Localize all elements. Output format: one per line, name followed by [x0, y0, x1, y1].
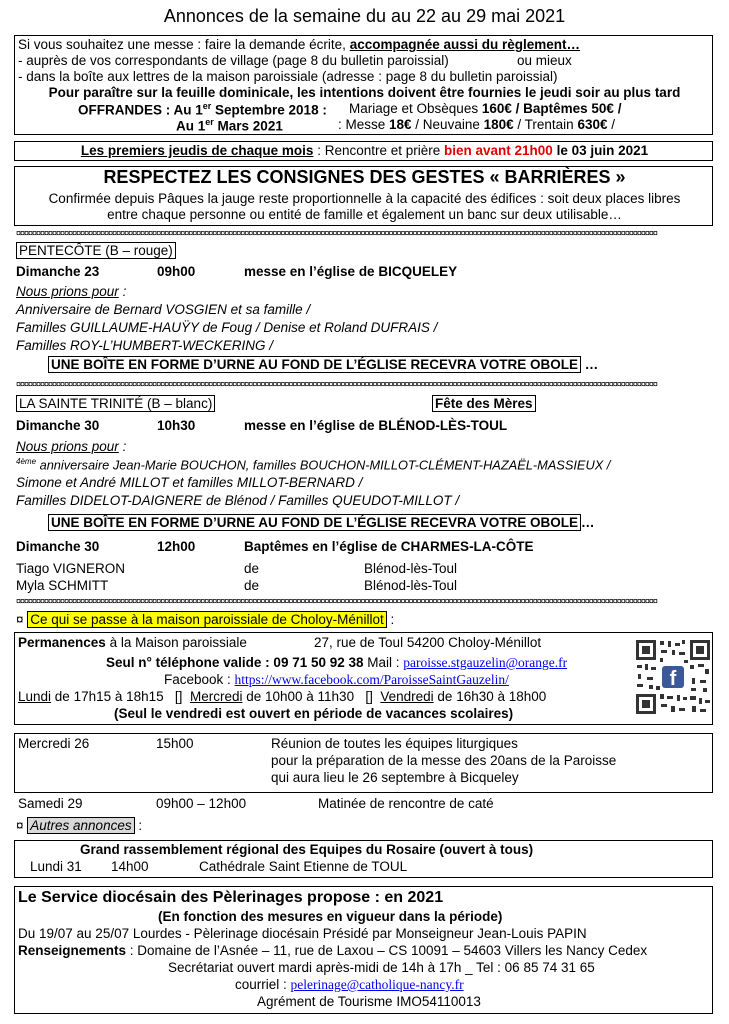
pentecote-intention-3: Familles ROY-L’HUMBERT-WECKERING / [16, 338, 274, 353]
courriel-line: courriel : pelerinage@catholique-nancy.fr [235, 977, 464, 992]
vacances-note: (Seul le vendredi est ouvert en période de vacances scolaires) [114, 706, 514, 721]
offrandes-line-2: Au 1er Mars 2021 [176, 117, 283, 134]
courriel-link[interactable]: pelerinage@catholique-nancy.fr [290, 977, 464, 992]
facebook-link[interactable]: https://www.facebook.com/ParoisseSaintGauzelin/ [234, 672, 509, 687]
telephone-line: Seul n° téléphone valide : 09 71 50 92 38 Mail : paroisse.stgauzelin@orange.fr [106, 655, 568, 670]
messe-line-4: Pour paraître sur la feuille dominicale, les intentions doivent être fournies le jeudi soir au plus tard [48, 85, 681, 100]
consignes-line-2: entre chaque personne ou entité de famille et également un banc sur deux utilisable… [107, 207, 622, 222]
qr-code-icon [634, 638, 712, 716]
secretariat-line: Secrétariat ouvert mardi après-midi de 14h à 17h _ Tel : 06 85 74 31 65 [168, 960, 595, 975]
pentecote-day: Dimanche 23 [16, 264, 100, 279]
rosaire-place: Cathédrale Saint Etienne de TOUL [199, 859, 408, 874]
mercredi26-day: Mercredi 26 [18, 736, 90, 751]
pelerinages-title: Le Service diocésain des Pèlerinages propose : en 2021 [18, 889, 444, 906]
pentecote-intention-1: Anniversaire de Bernard VOSGIEN et sa famille / [16, 302, 311, 317]
rosaire-time: 14h00 [111, 859, 149, 874]
permanences-adresse: 27, rue de Toul 54200 Choloy-Ménillot [314, 635, 542, 650]
offrandes-line-2-prices: : Messe 18€ / Neuvaine 180€ / Trentain 630€ / [338, 117, 615, 132]
trinite-prions: Nous prions pour : [16, 439, 127, 454]
bapteme-name: Myla SCHMITT [16, 578, 109, 593]
horaires-line: Lundi de 17h15 à 18h15 [] Mercredi de 10h00 à 11h30 [] Vendredi de 16h30 à 18h00 [18, 689, 547, 704]
separator: ¤¤¤¤¤¤¤¤¤¤¤¤¤¤¤¤¤¤¤¤¤¤¤¤¤¤¤¤¤¤¤¤¤¤¤¤¤¤¤¤¤¤¤¤¤¤¤¤¤¤¤¤¤¤¤¤¤¤¤¤¤¤¤¤¤¤¤¤¤¤¤¤¤¤¤¤¤¤¤¤¤¤¤¤¤¤¤¤¤¤¤¤¤¤¤¤¤¤¤¤¤¤¤¤¤¤¤¤¤¤¤¤¤¤¤¤¤¤¤¤¤¤¤¤¤¤¤¤¤¤¤¤¤¤¤¤¤¤¤¤¤¤¤¤¤¤¤¤¤¤¤¤¤¤¤¤¤¤¤¤ [16, 381, 657, 387]
messe-line-2b: ou mieux [517, 53, 572, 68]
bapteme-de: de [244, 578, 260, 593]
bapteme-place: Blénod-lès-Toul [364, 578, 458, 593]
jeudis-line: Les premiers jeudis de chaque mois : Rencontre et prière bien avant 21h00 le 03 juin 2021 [80, 143, 649, 158]
mail-link[interactable]: paroisse.stgauzelin@orange.fr [403, 655, 568, 670]
urne-notice-2: UNE BOÎTE EN FORME D’URNE AU FOND DE L’ÉGLISE RECEVRA VOTRE OBOLE … [48, 515, 595, 530]
bapteme-place: Blénod-lès-Toul [364, 561, 458, 576]
facebook-line: Facebook : https://www.facebook.com/ParoisseSaintGauzelin/ [164, 672, 509, 687]
messe-line-2: - auprès de vos correspondants de village (page 8 du bulletin paroissial) [18, 53, 449, 68]
pentecote-intention-2: Familles GUILLAUME-HAUŸY de Foug / Denise et Roland DUFRAIS / [16, 320, 438, 335]
offrandes-line-1-prices: Mariage et Obsèques 160€ / Baptêmes 50€ / [349, 101, 622, 116]
baptemes-time: 12h00 [157, 539, 196, 554]
trinite-intention-2: Simone et André MILLOT et familles MILLOT-BERNARD / [16, 475, 363, 490]
pentecote-time: 09h00 [157, 264, 196, 279]
bapteme-de: de [244, 561, 260, 576]
trinite-intention-1: $^{4ème}$ anniversaire Jean-Marie BOUCHON, familles BOUCHON-MILLOT-CLÉMENT-HAZAËL-MASSIEUX / [16, 457, 611, 473]
mercredi26-line-2: pour la préparation de la messe des 20ans de la Paroisse [271, 753, 617, 768]
mercredi26-line-1: Réunion de toutes les équipes liturgiques [271, 736, 518, 751]
renseignements-line: Renseignements : Domaine de l’Asnée – 11, rue de Laxou – CS 10091 – 54603 Villers les Nancy Cedex [18, 943, 648, 958]
agrement-line: Agrément de Tourisme IMO54110013 [257, 994, 481, 1009]
separator: ¤¤¤¤¤¤¤¤¤¤¤¤¤¤¤¤¤¤¤¤¤¤¤¤¤¤¤¤¤¤¤¤¤¤¤¤¤¤¤¤¤¤¤¤¤¤¤¤¤¤¤¤¤¤¤¤¤¤¤¤¤¤¤¤¤¤¤¤¤¤¤¤¤¤¤¤¤¤¤¤¤¤¤¤¤¤¤¤¤¤¤¤¤¤¤¤¤¤¤¤¤¤¤¤¤¤¤¤¤¤¤¤¤¤¤¤¤¤¤¤¤¤¤¤¤¤¤¤¤¤¤¤¤¤¤¤¤¤¤¤¤¤¤¤¤¤¤¤¤¤¤¤¤¤¤¤¤¤¤¤ [16, 230, 657, 236]
separator: ¤¤¤¤¤¤¤¤¤¤¤¤¤¤¤¤¤¤¤¤¤¤¤¤¤¤¤¤¤¤¤¤¤¤¤¤¤¤¤¤¤¤¤¤¤¤¤¤¤¤¤¤¤¤¤¤¤¤¤¤¤¤¤¤¤¤¤¤¤¤¤¤¤¤¤¤¤¤¤¤¤¤¤¤¤¤¤¤¤¤¤¤¤¤¤¤¤¤¤¤¤¤¤¤¤¤¤¤¤¤¤¤¤¤¤¤¤¤¤¤¤¤¤¤¤¤¤¤¤¤¤¤¤¤¤¤¤¤¤¤¤¤¤¤¤¤¤¤¤¤¤¤¤¤¤¤¤¤¤¤ [16, 598, 657, 604]
page-title: Annonces de la semaine du au 22 au 29 mai 2021 [163, 6, 566, 26]
baptemes-event: Baptêmes en l’église de CHARMES-LA-CÔTE [244, 539, 534, 554]
svg-text:f: f [669, 668, 677, 690]
samedi29-event: Matinée de rencontre de caté [318, 796, 494, 811]
trinite-intention-3: Familles DIDELOT-DAIGNERE de Blénod / Familles QUEUDOT-MILLOT / [16, 493, 460, 508]
pentecote-label: PENTECÔTE (B – rouge) [16, 242, 176, 259]
pelerinages-subtitle: (En fonction des mesures en vigueur dans la période) [158, 909, 503, 924]
pentecote-event: messe en l’église de BICQUELEY [244, 264, 458, 279]
fete-meres: Fête des Mères [432, 395, 536, 412]
urne-notice-1: UNE BOÎTE EN FORME D’URNE AU FOND DE L’ÉGLISE RECEVRA VOTRE OBOLE … [48, 357, 598, 372]
rosaire-day: Lundi 31 [30, 859, 82, 874]
rosaire-title: Grand rassemblement régional des Equipes du Rosaire (ouvert à tous) [80, 842, 534, 857]
mercredi26-time: 15h00 [156, 736, 194, 751]
permanences-line: Permanences à la Maison paroissiale [18, 635, 247, 650]
messe-line-3: - dans la boîte aux lettres de la maison paroissiale (adresse : page 8 du bulletin paroissial) [18, 69, 558, 84]
consignes-line-1: Confirmée depuis Pâques la jauge reste proportionnelle à la capacité des édifices : soit deux places libres [48, 191, 681, 206]
trinite-time: 10h30 [157, 418, 196, 433]
baptemes-day: Dimanche 30 [16, 539, 100, 554]
pentecote-prions: Nous prions pour : [16, 284, 127, 299]
pelerinages-line-1: Du 19/07 au 25/07 Lourdes - Pèlerinage diocésain Présidé par Monseigneur Jean-Louis PAPIN [18, 926, 587, 941]
trinite-event: messe en l’église de BLÉNOD-LÈS-TOUL [244, 418, 508, 433]
offrandes-line-1: OFFRANDES : Au 1er Septembre 2018 : [78, 101, 327, 118]
consignes-title: RESPECTEZ LES CONSIGNES DES GESTES « BARRIÈRES » [103, 167, 626, 187]
autres-heading: ¤ Autres annonces : [16, 818, 143, 833]
mercredi26-line-3: qui aura lieu le 26 septembre à Bicqueley [271, 770, 519, 785]
choloy-heading: ¤ Ce qui se passe à la maison paroissiale de Choloy-Ménillot : [16, 612, 395, 627]
trinite-label: LA SAINTE TRINITÉ (B – blanc) [16, 395, 215, 412]
samedi29-day: Samedi 29 [18, 796, 83, 811]
trinite-day: Dimanche 30 [16, 418, 100, 433]
bapteme-name: Tiago VIGNERON [16, 561, 126, 576]
messe-line-1: Si vous souhaitez une messe : faire la demande écrite, accompagnée aussi du règlement… [18, 37, 581, 52]
samedi29-time: 09h00 – 12h00 [156, 796, 247, 811]
